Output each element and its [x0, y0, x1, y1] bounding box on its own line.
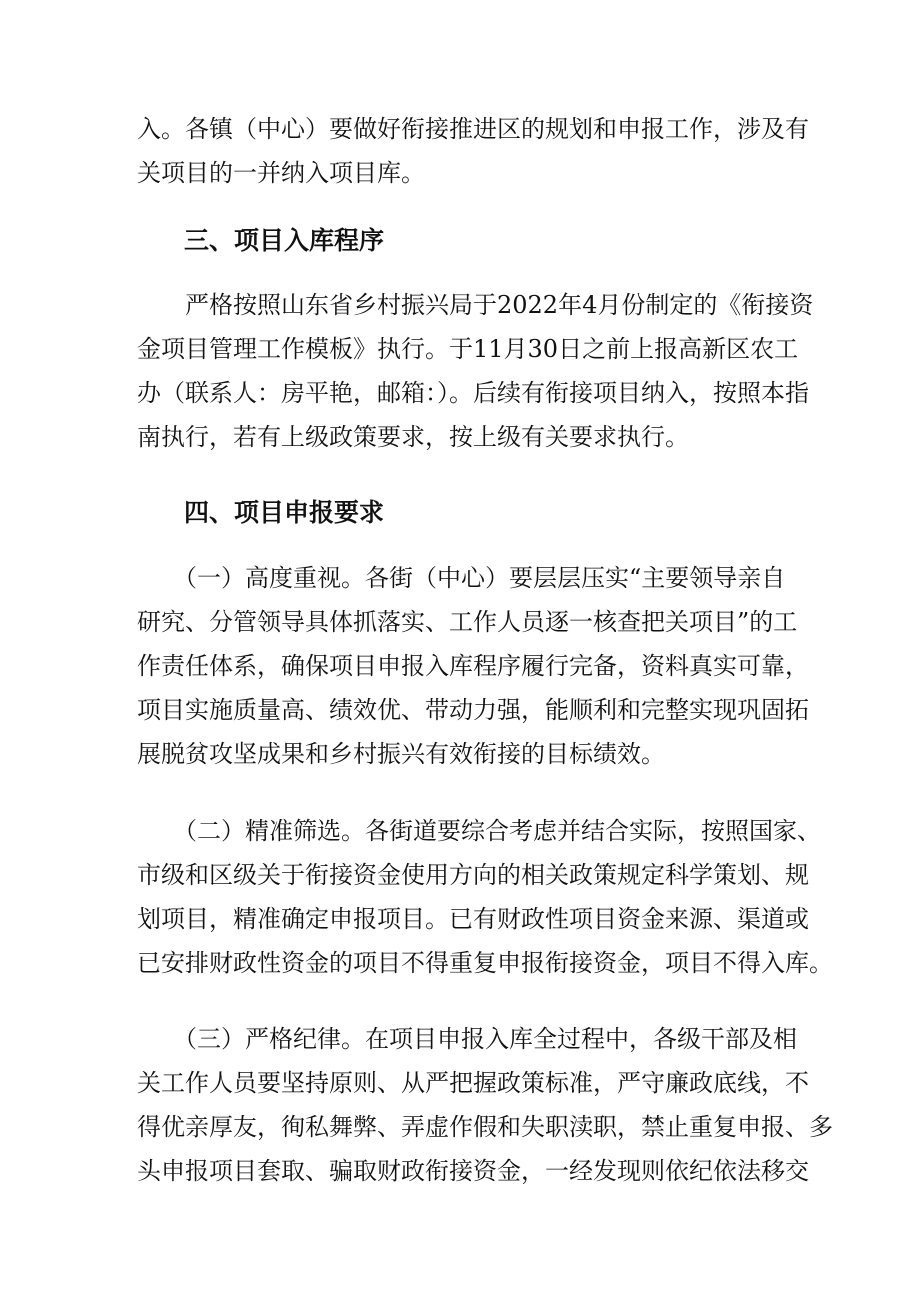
text-line: 关项目的一并纳入项目库。: [137, 159, 425, 187]
section-heading-3: 三、项目入库程序: [184, 226, 385, 255]
paragraph-intro-continuation: [137, 107, 809, 195]
text-line: 研究、分管领导具体抓落实、工作人员逐一核查把关项目”的工: [137, 608, 798, 636]
text-line: 头申报项目套取、骗取财政衔接资金，一经发现则依纪依法移交: [137, 1157, 809, 1185]
text-line: 金项目管理工作模板》执行。于11月30日之前上报高新区农工: [137, 335, 799, 363]
text-line: 关工作人员要坚持原则、从严把握政策标准，严守廉政底线，不: [137, 1069, 809, 1097]
paragraph-requirement-2: [137, 809, 833, 985]
text-line: 得优亲厚友，徇私舞弊、弄虚作假和失职渎职，禁止重复申报、多: [137, 1113, 833, 1141]
text-line: 划项目，精准确定申报项目。已有财政性项目资金来源、渠道或: [137, 905, 809, 933]
text-line: （三）严格纪律。在项目申报入库全过程中，各级干部及相: [137, 1025, 797, 1053]
section-heading-4: 四、项目申报要求: [184, 498, 385, 527]
text-line: （二）精准筛选。各街道要综合考虑并结合实际，按照国家、: [137, 817, 821, 845]
text-line: 办（联系人：房平艳，邮箱：）。后续有衔接项目纳入，按照本指: [137, 379, 809, 407]
paragraph-requirement-1: [137, 556, 809, 776]
text-line: 展脱贫攻坚成果和乡村振兴有效衔接的目标绩效。: [137, 740, 665, 768]
paragraph-procedure: [137, 283, 814, 459]
text-line: 严格按照山东省乡村振兴局于2022年4月份制定的《衔接资: [137, 291, 814, 319]
paragraph-requirement-3: [137, 1017, 833, 1193]
text-line: （一）高度重视。各街（中心）要层层压实“主要领导亲自: [137, 564, 786, 592]
text-line: 项目实施质量高、绩效优、带动力强，能顺利和完整实现巩固拓: [137, 696, 809, 724]
text-line: 入。各镇（中心）要做好衔接推进区的规划和申报工作，涉及有: [137, 115, 809, 143]
text-line: 市级和区级关于衔接资金使用方向的相关政策规定科学策划、规: [137, 861, 809, 889]
text-line: 作责任体系，确保项目申报入库程序履行完备，资料真实可靠，: [137, 652, 809, 680]
text-line: 南执行，若有上级政策要求，按上级有关要求执行。: [137, 423, 689, 451]
text-line: 已安排财政性资金的项目不得重复申报衔接资金，项目不得入库。: [137, 949, 833, 977]
